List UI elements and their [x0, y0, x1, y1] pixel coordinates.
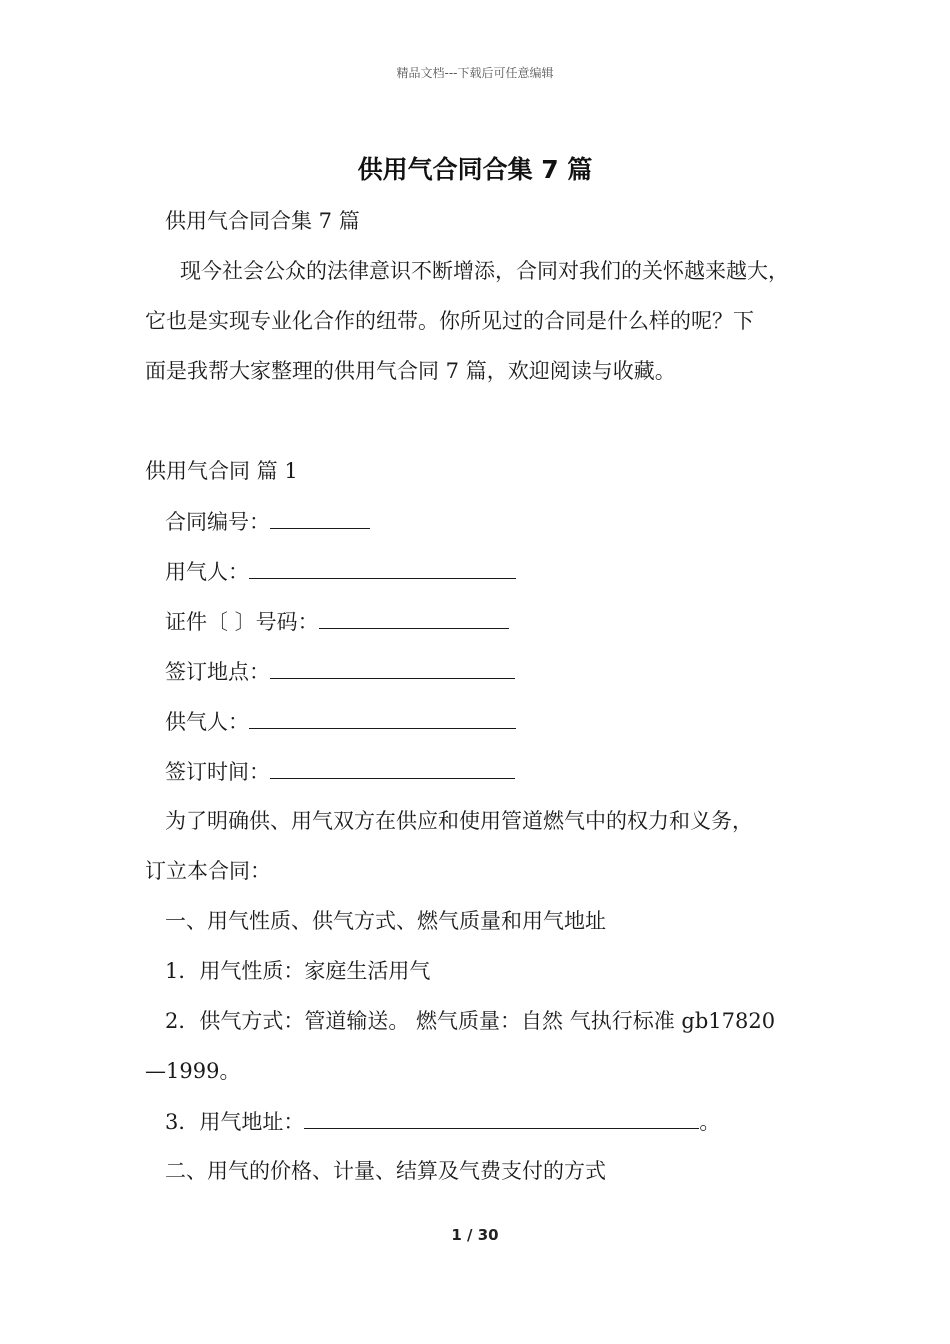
gas-address-period: 。 — [699, 1110, 721, 1134]
gas-address-row — [165, 1108, 720, 1135]
clause-1-item-2: 2．供气方式：管道输送。 燃气质量：自然 气执行标准 gb17820 — [165, 1009, 776, 1033]
sign-place-row — [165, 658, 515, 685]
gas-user-blank — [249, 558, 516, 579]
id-number-label: 证件〔 〕号码： — [165, 610, 319, 634]
section-heading: 供用气合同 篇 1 — [145, 459, 298, 483]
intro-line-1: 现今社会公众的法律意识不断增添，合同对我们的关怀越来越大， — [180, 259, 789, 283]
gas-supplier-blank — [249, 708, 516, 729]
gas-user-row — [165, 558, 516, 585]
sign-place-blank — [270, 658, 515, 679]
purpose-line-2: 订立本合同： — [145, 859, 271, 883]
id-number-row — [165, 608, 509, 635]
gas-address-label: 3．用气地址： — [165, 1110, 305, 1134]
clause-1-item-2-continued: —1999。 — [145, 1059, 241, 1083]
gas-supplier-row — [165, 708, 516, 735]
document-title: 供用气合同合集 7 篇 — [357, 155, 593, 184]
subtitle: 供用气合同合集 7 篇 — [165, 209, 360, 233]
gas-address-blank — [304, 1108, 699, 1129]
intro-line-3: 面是我帮大家整理的供用气合同 7 篇，欢迎阅读与收藏。 — [145, 359, 676, 383]
purpose-line-1: 为了明确供、用气双方在供应和使用管道燃气中的权力和义务， — [165, 809, 753, 833]
gas-supplier-label: 供气人： — [165, 710, 249, 734]
sign-time-label: 签订时间： — [165, 760, 270, 784]
sign-time-blank — [270, 758, 515, 779]
clause-1-heading: 一、用气性质、供气方式、燃气质量和用气地址 — [165, 909, 606, 933]
id-number-blank — [319, 608, 509, 629]
gas-user-label: 用气人： — [165, 560, 249, 584]
sign-place-label: 签订地点： — [165, 660, 270, 684]
clause-1-item-1: 1．用气性质：家庭生活用气 — [165, 959, 431, 983]
sign-time-row — [165, 758, 515, 785]
clause-2-heading: 二、用气的价格、计量、结算及气费支付的方式 — [165, 1159, 606, 1183]
intro-line-2: 它也是实现专业化合作的纽带。你所见过的合同是什么样的呢？下 — [145, 309, 754, 333]
contract-number-label: 合同编号： — [165, 510, 270, 534]
page-header: 精品文档---下载后可任意编辑 — [396, 66, 554, 80]
page-number: 1 / 30 — [451, 1226, 499, 1244]
contract-number-row — [165, 508, 370, 535]
contract-number-blank — [270, 508, 370, 529]
